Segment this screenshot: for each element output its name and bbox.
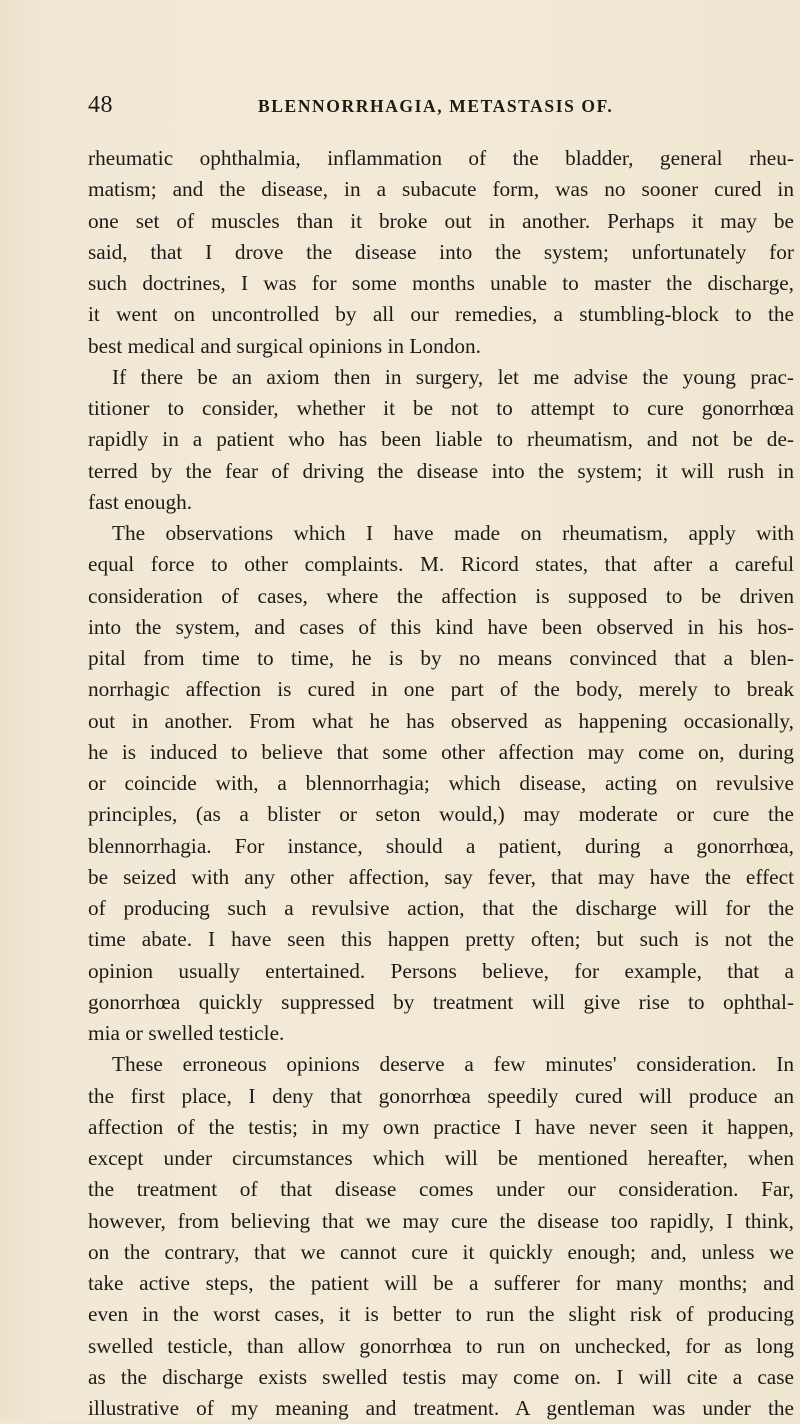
text-line: take active steps, the patient will be a sufferer for many months; and bbox=[88, 1271, 794, 1295]
text-line: matism; and the disease, in a subacute form, was no sooner cured in bbox=[88, 177, 794, 202]
text-line: time abate. I have seen this happen pretty often; but such is not the bbox=[88, 927, 794, 952]
text-line: he is induced to believe that some other affection may come on, during bbox=[88, 739, 794, 764]
text-line: titioner to consider, whether it be not to attempt to cure gonorrhœa bbox=[88, 396, 794, 420]
text-line: swelled testicle, than allow gonorrhœa to run on unchecked, for as long bbox=[88, 1333, 794, 1358]
text-line: illustrative of my meaning and treatment. A gentleman was under the bbox=[88, 1396, 794, 1420]
page-number: 48 bbox=[88, 92, 113, 118]
text-line: best medical and surgical opinions in London. bbox=[88, 333, 481, 358]
text-line: into the system, and cases of this kind have been observed in his hos- bbox=[88, 614, 794, 639]
text-line: such doctrines, I was for some months unable to master the discharge, bbox=[88, 271, 794, 295]
text-line: affection of the testis; in my own practice I have never seen it happen, bbox=[88, 1114, 794, 1139]
text-line: said, that I drove the disease into the system; unfortunately for bbox=[88, 239, 794, 264]
page-header bbox=[0, 92, 800, 122]
text-line: pital from time to time, he is by no means convinced that a blen- bbox=[88, 646, 794, 670]
text-line: on the contrary, that we cannot cure it quickly enough; and, unless we bbox=[88, 1239, 794, 1264]
body-text bbox=[88, 143, 794, 1424]
text-line: rheumatic ophthalmia, inflammation of the bladder, general rheu- bbox=[88, 146, 794, 170]
text-line: principles, (as a blister or seton would,) may moderate or cure the bbox=[88, 802, 794, 827]
text-line: or coincide with, a blennorrhagia; which disease, acting on revulsive bbox=[88, 771, 794, 795]
text-line: fast enough. bbox=[88, 489, 193, 514]
text-line: one set of muscles than it broke out in another. Perhaps it may be bbox=[88, 208, 794, 233]
text-line: it went on uncontrolled by all our remedies, a stumbling-block to the bbox=[88, 302, 794, 327]
text-line: rapidly in a patient who has been liable to rheumatism, and not be de- bbox=[88, 427, 794, 452]
running-head: BLENNORRHAGIA, METASTASIS OF. bbox=[258, 96, 614, 116]
text-line: out in another. From what he has observed as happening occasionally, bbox=[88, 708, 794, 733]
text-line: as the discharge exists swelled testis may come on. I will cite a case bbox=[88, 1364, 794, 1389]
text-line: even in the worst cases, it is better to run the slight risk of producing bbox=[88, 1302, 794, 1327]
text-line: terred by the fear of driving the disease into the system; it will rush in bbox=[88, 458, 794, 483]
text-line: mia or swelled testicle. bbox=[88, 1021, 285, 1045]
text-line: norrhagic affection is cured in one part of the body, merely to break bbox=[88, 677, 794, 702]
text-line: consideration of cases, where the affection is supposed to be driven bbox=[88, 583, 794, 608]
text-line: the treatment of that disease comes under our consideration. Far, bbox=[88, 1177, 794, 1202]
text-line: If there be an axiom then in surgery, let me advise the young prac- bbox=[112, 364, 794, 389]
text-line: be seized with any other affection, say fever, that may have the effect bbox=[88, 864, 794, 889]
text-line: of producing such a revulsive action, that the discharge will for the bbox=[88, 896, 794, 920]
text-line: opinion usually entertained. Persons believe, for example, that a bbox=[88, 958, 794, 983]
text-line: gonorrhœa quickly suppressed by treatment will give rise to ophthal- bbox=[88, 989, 794, 1014]
text-line: The observations which I have made on rheumatism, apply with bbox=[112, 521, 794, 545]
text-line: equal force to other complaints. M. Ricord states, that after a careful bbox=[88, 552, 794, 577]
text-line: blennorrhagia. For instance, should a patient, during a gonorrhœa, bbox=[88, 833, 794, 858]
text-line: however, from believing that we may cure the disease too rapidly, I think, bbox=[88, 1208, 794, 1233]
text-line: These erroneous opinions deserve a few minutes' consideration. In bbox=[112, 1052, 794, 1077]
text-line: the first place, I deny that gonorrhœa speedily cured will produce an bbox=[88, 1083, 794, 1108]
text-line: except under circumstances which will be mentioned hereafter, when bbox=[88, 1146, 794, 1170]
